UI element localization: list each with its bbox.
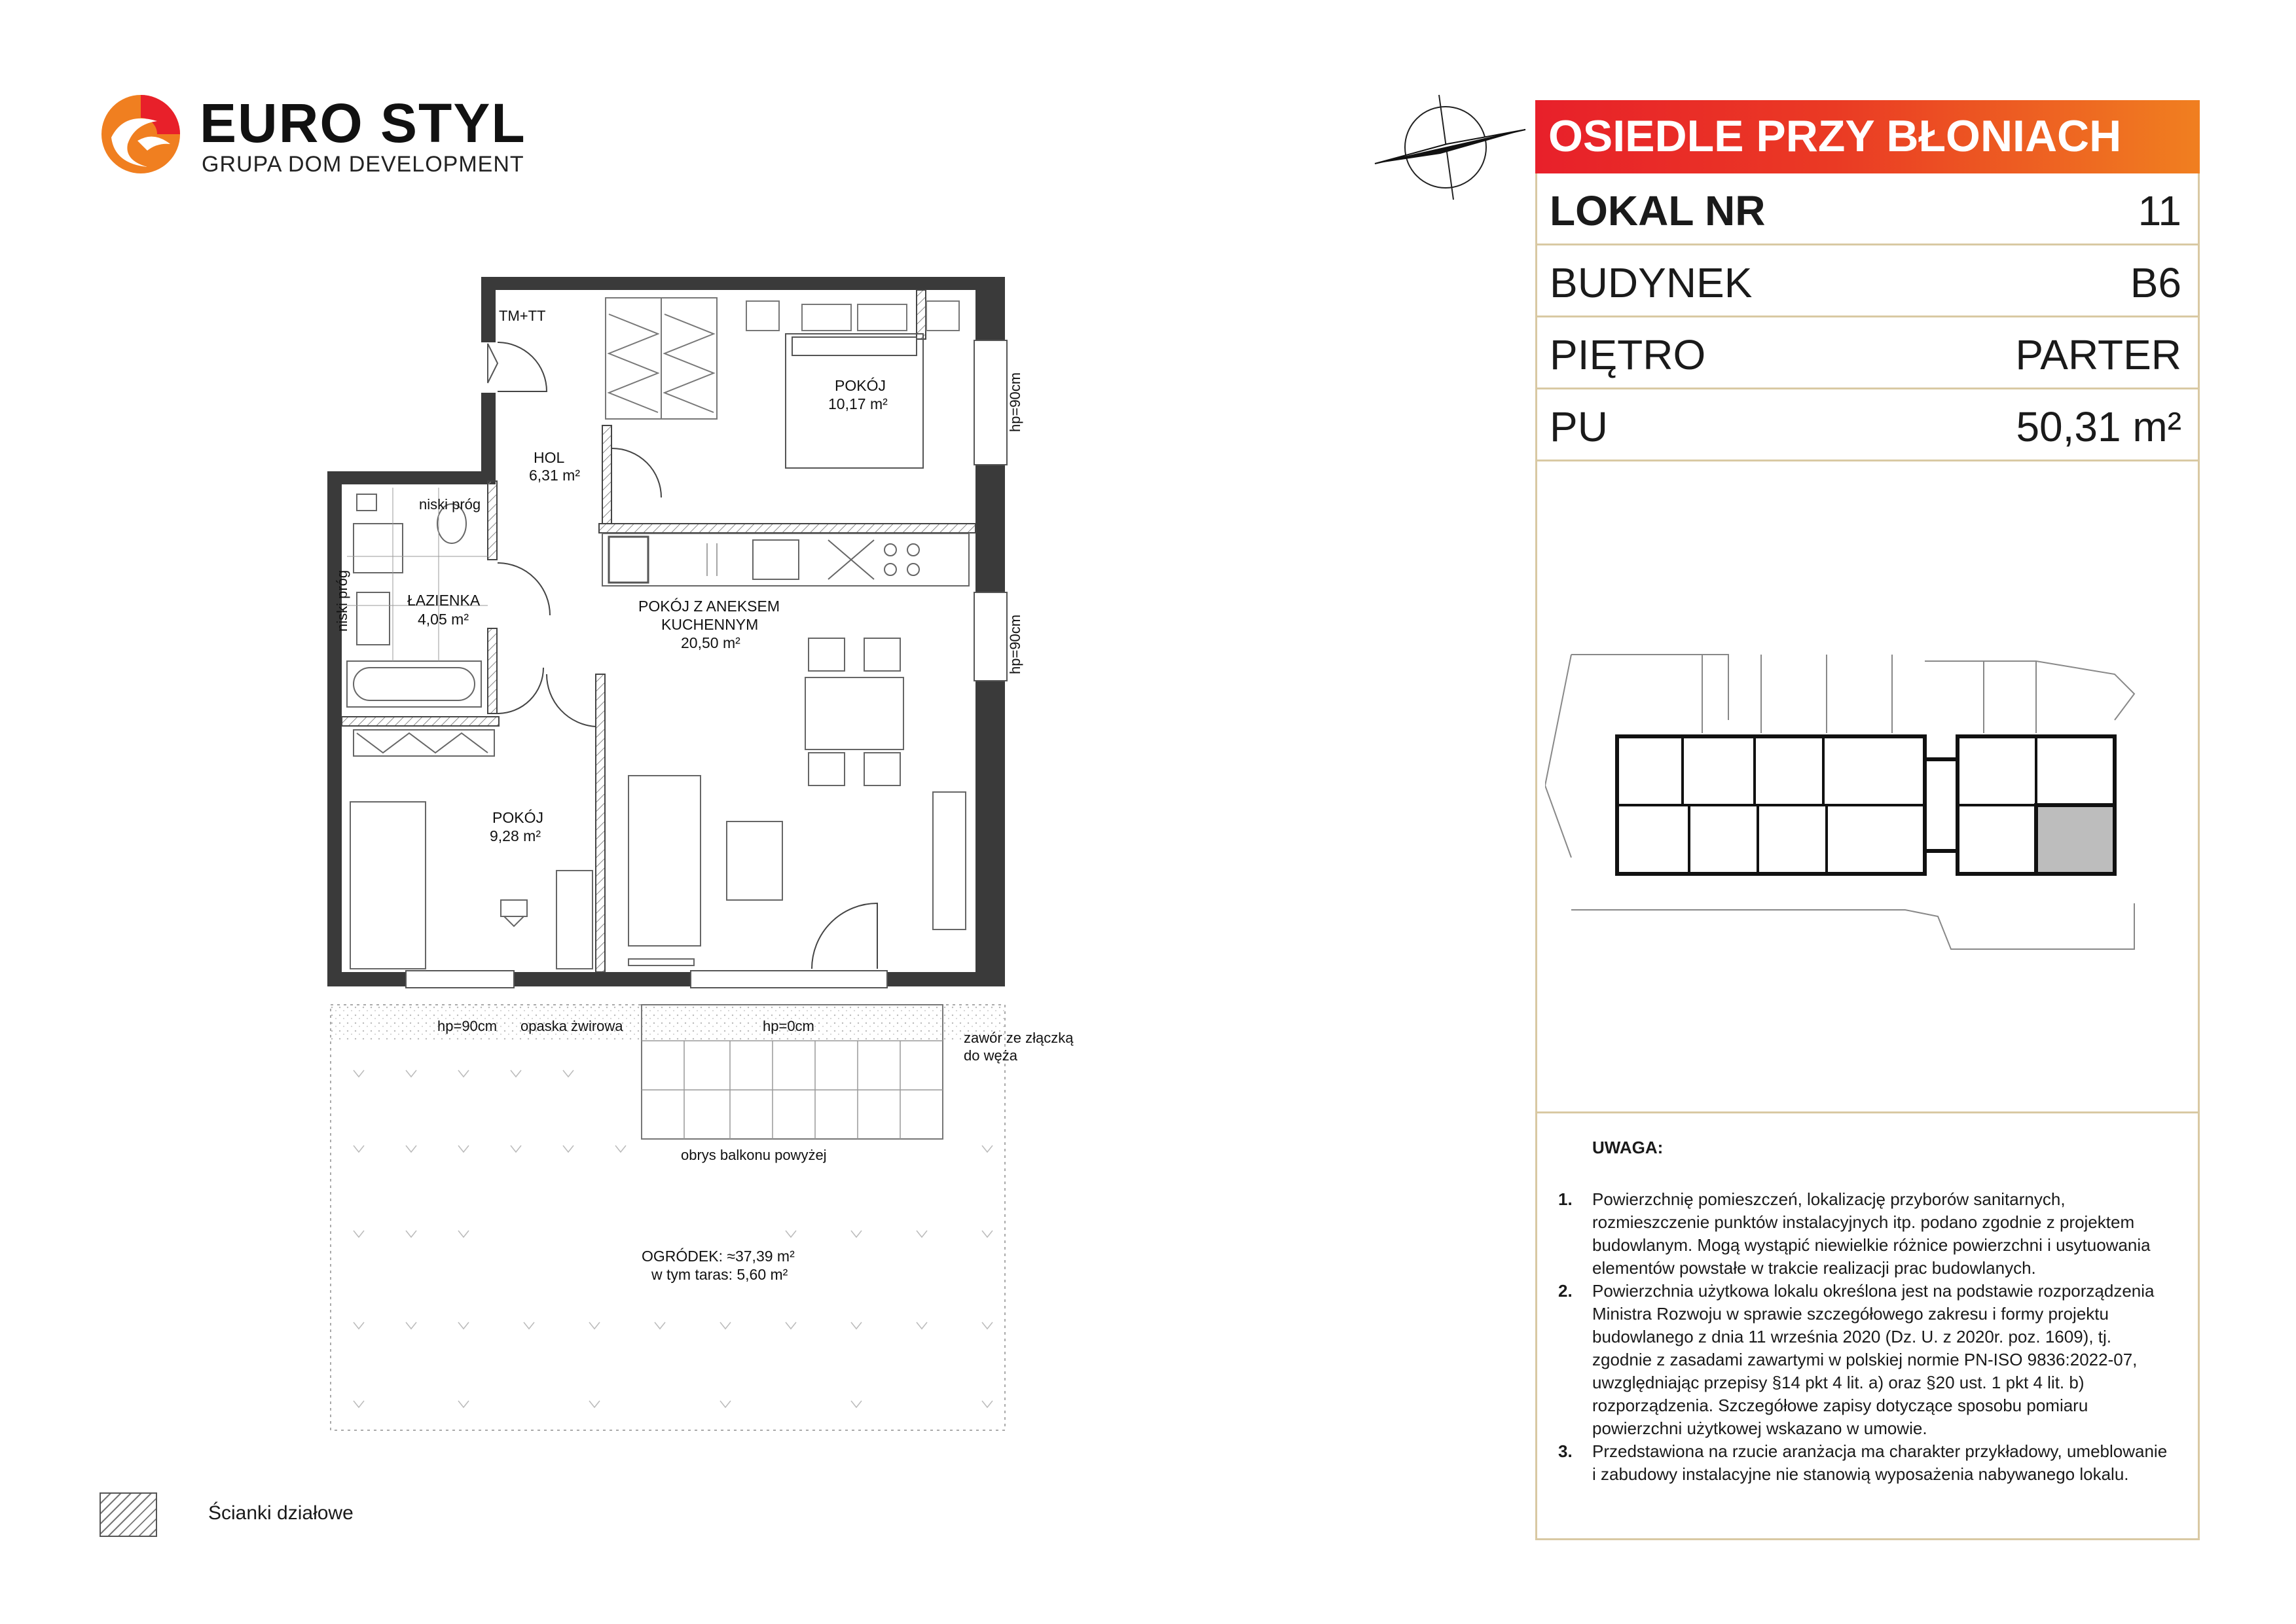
panel-divider <box>1535 1111 2200 1113</box>
room-pokoj1-name: POKÓJ <box>835 377 886 394</box>
row-pietro-label: PIĘTRO <box>1550 331 1706 378</box>
note-3-text: Przedstawiona na rzucie aranżacja ma charakter przykładowy, umeblowanie i zabudowy instalacyjne nie stanowią wyposażenia nabywanego lokalu. <box>1592 1441 2168 1484</box>
sill-height-label: hp=90cm <box>1007 372 1023 432</box>
valve-label-2: do węża <box>964 1047 1017 1064</box>
row-lokal <box>1535 173 2200 245</box>
building-key-plan <box>1545 641 2147 969</box>
row-pu-label: PU <box>1550 403 1608 450</box>
note-2-text: Powierzchnia użytkowa lokalu określona jest na podstawie rozporządzenia Ministra Rozwoju w sprawie szczegółowego zakresu i formy projektu budowlanego z dnia 11 września 2020 (Dz. U. z 2020r. poz. 1609), tj. zgodnie z zasadami zawartymi w polskiej normie PN-ISO 9836:2022-07, uwzględniając przepisy §14 pkt 4 lit. a) oraz §20 ust. 1 pkt 4 lit. b) rozporządzenia. Szczegółowe zapisy dotyczące sposobu pomiaru powierzchni użytkowej wskazano w umowie. <box>1592 1281 2155 1438</box>
note-1-number: 1. <box>1558 1189 1573 1209</box>
room-lazienka-name: ŁAZIENKA <box>407 592 481 609</box>
gravel-strip-label: opaska żwirowa <box>520 1018 623 1034</box>
row-lokal-label: LOKAL NR <box>1550 187 1766 234</box>
room-salon-area: 20,50 m² <box>681 634 740 651</box>
tm-tt-label: TM+TT <box>499 308 546 324</box>
row-budynek-value: B6 <box>2130 259 2181 306</box>
room-pokoj1-area: 10,17 m² <box>828 395 888 412</box>
note-1 <box>1558 1188 2151 1286</box>
row-pu <box>1535 389 2200 461</box>
row-budynek <box>1535 245 2200 317</box>
floor-plan <box>0 0 1113 1473</box>
partition-wall-legend-icon <box>100 1492 157 1537</box>
room-hol-name: HOL <box>534 449 565 466</box>
row-budynek-label: BUDYNEK <box>1550 259 1753 306</box>
note-1-text: Powierzchnię pomieszczeń, lokalizację przyborów sanitarnych, rozmieszczenie punktów instalacyjnych itp. podano zgodnie z projektem budowlanym. Mogą wystąpić niewielkie różnice powierzchni i usytuowania elementów powstałe w trakcie realizacji prac budowlanych. <box>1592 1189 2151 1278</box>
sill-height-label-3: hp=90cm <box>437 1018 498 1034</box>
room-salon-name1: POKÓJ Z ANEKSEM <box>638 598 780 615</box>
highlighted-unit <box>2036 805 2115 874</box>
room-lazienka-area: 4,05 m² <box>418 611 469 628</box>
room-hol-area: 6,31 m² <box>529 467 580 484</box>
terrace-area: w tym taras: 5,60 m² <box>651 1266 788 1283</box>
row-pietro-value: PARTER <box>2015 331 2181 378</box>
balcony-outline-label: obrys balkonu powyżej <box>681 1147 827 1163</box>
sill-height-label-2: hp=90cm <box>1007 614 1023 674</box>
brand-tagline: GRUPA DOM DEVELOPMENT <box>202 152 524 177</box>
valve-label: zawór ze złączką <box>964 1030 1074 1046</box>
low-threshold-label: niski próg <box>419 496 481 513</box>
low-threshold-label-2: niski próg <box>334 569 350 632</box>
north-arrow-icon <box>1362 92 1539 203</box>
brand-name: EURO STYL <box>200 92 526 154</box>
garden-area: OGRÓDEK: ≈37,39 m² <box>642 1248 795 1265</box>
estate-name: OSIEDLE PRZY BŁONIACH <box>1535 100 2200 173</box>
room-pokoj2-area: 9,28 m² <box>490 827 541 844</box>
row-lokal-value: 11 <box>2138 187 2181 234</box>
door-sill-label: hp=0cm <box>763 1018 814 1034</box>
row-pu-value: 50,31 m² <box>2016 403 2181 450</box>
note-2-number: 2. <box>1558 1281 1573 1301</box>
partition-wall-legend-label: Ścianki działowe <box>208 1502 354 1524</box>
notes-title: UWAGA: <box>1592 1138 1664 1157</box>
room-salon-name2: KUCHENNYM <box>661 616 759 633</box>
room-pokoj2-name: POKÓJ <box>492 809 543 826</box>
note-2 <box>1558 1280 2155 1443</box>
note-3-number: 3. <box>1558 1441 1573 1461</box>
note-3 <box>1558 1440 2168 1512</box>
row-pietro <box>1535 317 2200 389</box>
